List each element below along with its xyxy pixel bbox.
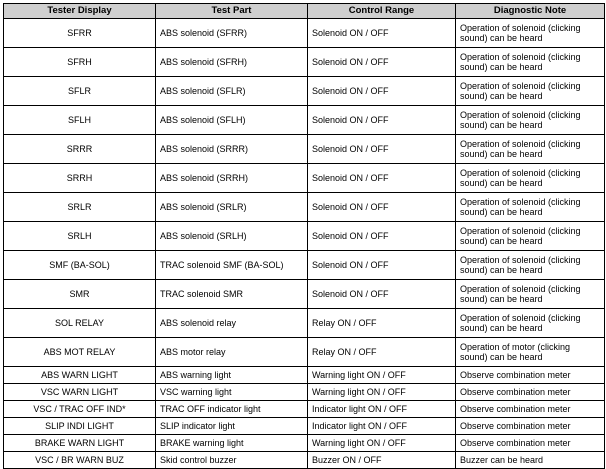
test-part-cell: VSC warning light xyxy=(156,384,308,401)
test-part-cell: ABS solenoid (SRLR) xyxy=(156,193,308,222)
tester-display-cell: VSC / BR WARN BUZ xyxy=(4,452,156,469)
diagnostic-note-cell: Observe combination meter xyxy=(456,384,605,401)
header-diagnostic-note: Diagnostic Note xyxy=(456,4,605,19)
test-part-cell: ABS solenoid (SFLR) xyxy=(156,77,308,106)
diagnostic-note-cell: Operation of solenoid (clicking sound) can be heard xyxy=(456,19,605,48)
control-range-cell: Warning light ON / OFF xyxy=(308,384,456,401)
table-row xyxy=(4,193,605,222)
tester-display-cell: SLIP INDI LIGHT xyxy=(4,418,156,435)
header-row xyxy=(4,4,605,19)
header-tester-display: Tester Display xyxy=(4,4,156,19)
control-range-cell: Solenoid ON / OFF xyxy=(308,77,456,106)
test-part-cell: ABS solenoid (SRRH) xyxy=(156,164,308,193)
test-part-cell: ABS solenoid relay xyxy=(156,309,308,338)
test-part-cell: TRAC solenoid SMF (BA-SOL) xyxy=(156,251,308,280)
test-part-cell: Skid control buzzer xyxy=(156,452,308,469)
test-part-cell: TRAC solenoid SMR xyxy=(156,280,308,309)
control-range-cell: Solenoid ON / OFF xyxy=(308,280,456,309)
tester-display-cell: SRLH xyxy=(4,222,156,251)
table-row xyxy=(4,222,605,251)
tester-display-cell: SRLR xyxy=(4,193,156,222)
tester-display-cell: SFLR xyxy=(4,77,156,106)
tester-display-cell: ABS WARN LIGHT xyxy=(4,367,156,384)
diagnostic-note-cell: Observe combination meter xyxy=(456,418,605,435)
test-part-cell: ABS solenoid (SRLH) xyxy=(156,222,308,251)
tester-display-cell: ABS MOT RELAY xyxy=(4,338,156,367)
test-part-cell: ABS solenoid (SFRH) xyxy=(156,48,308,77)
table-row xyxy=(4,367,605,384)
test-part-cell: ABS solenoid (SRRR) xyxy=(156,135,308,164)
test-part-cell: ABS solenoid (SFLH) xyxy=(156,106,308,135)
table-row xyxy=(4,135,605,164)
test-part-cell: ABS warning light xyxy=(156,367,308,384)
diagnostic-note-cell: Operation of solenoid (clicking sound) can be heard xyxy=(456,280,605,309)
diagnostic-note-cell: Operation of solenoid (clicking sound) can be heard xyxy=(456,193,605,222)
control-range-cell: Warning light ON / OFF xyxy=(308,367,456,384)
table-row xyxy=(4,401,605,418)
tester-display-cell: VSC WARN LIGHT xyxy=(4,384,156,401)
header-control-range: Control Range xyxy=(308,4,456,19)
test-part-cell: TRAC OFF indicator light xyxy=(156,401,308,418)
tester-display-cell: SFRR xyxy=(4,19,156,48)
table-row xyxy=(4,338,605,367)
diagnostic-note-cell: Operation of motor (clicking sound) can be heard xyxy=(456,338,605,367)
diagnostic-note-cell: Observe combination meter xyxy=(456,401,605,418)
diagnostic-note-cell: Operation of solenoid (clicking sound) can be heard xyxy=(456,251,605,280)
diagnostic-note-cell: Operation of solenoid (clicking sound) can be heard xyxy=(456,309,605,338)
control-range-cell: Solenoid ON / OFF xyxy=(308,164,456,193)
test-part-cell: BRAKE warning light xyxy=(156,435,308,452)
tester-display-cell: VSC / TRAC OFF IND* xyxy=(4,401,156,418)
diagnostic-note-cell: Operation of solenoid (clicking sound) can be heard xyxy=(456,77,605,106)
control-range-cell: Solenoid ON / OFF xyxy=(308,19,456,48)
control-range-cell: Solenoid ON / OFF xyxy=(308,106,456,135)
control-range-cell: Warning light ON / OFF xyxy=(308,435,456,452)
diagnostic-note-cell: Operation of solenoid (clicking sound) can be heard xyxy=(456,222,605,251)
control-range-cell: Indicator light ON / OFF xyxy=(308,401,456,418)
diagnostic-note-cell: Operation of solenoid (clicking sound) can be heard xyxy=(456,164,605,193)
table-row xyxy=(4,309,605,338)
diagnostic-note-cell: Observe combination meter xyxy=(456,435,605,452)
control-range-cell: Indicator light ON / OFF xyxy=(308,418,456,435)
table-row xyxy=(4,435,605,452)
test-part-cell: ABS motor relay xyxy=(156,338,308,367)
table-row xyxy=(4,48,605,77)
control-range-cell: Solenoid ON / OFF xyxy=(308,135,456,164)
diagnostic-note-cell: Operation of solenoid (clicking sound) can be heard xyxy=(456,106,605,135)
diagnostic-note-cell: Operation of solenoid (clicking sound) can be heard xyxy=(456,135,605,164)
tester-display-cell: BRAKE WARN LIGHT xyxy=(4,435,156,452)
diagnostic-note-cell: Operation of solenoid (clicking sound) can be heard xyxy=(456,48,605,77)
table-row xyxy=(4,19,605,48)
control-range-cell: Relay ON / OFF xyxy=(308,309,456,338)
control-range-cell: Solenoid ON / OFF xyxy=(308,48,456,77)
tester-display-cell: SMR xyxy=(4,280,156,309)
header-test-part: Test Part xyxy=(156,4,308,19)
table-row xyxy=(4,106,605,135)
tester-display-cell: SFLH xyxy=(4,106,156,135)
control-range-cell: Buzzer ON / OFF xyxy=(308,452,456,469)
tester-display-cell: SMF (BA-SOL) xyxy=(4,251,156,280)
table-row xyxy=(4,164,605,193)
tester-display-cell: SRRR xyxy=(4,135,156,164)
diagnostic-note-cell: Buzzer can be heard xyxy=(456,452,605,469)
table-row xyxy=(4,280,605,309)
tester-display-cell: SOL RELAY xyxy=(4,309,156,338)
control-range-cell: Relay ON / OFF xyxy=(308,338,456,367)
active-test-table xyxy=(3,3,605,469)
control-range-cell: Solenoid ON / OFF xyxy=(308,193,456,222)
table-row xyxy=(4,452,605,469)
control-range-cell: Solenoid ON / OFF xyxy=(308,222,456,251)
tester-display-cell: SRRH xyxy=(4,164,156,193)
table-row xyxy=(4,384,605,401)
tester-display-cell: SFRH xyxy=(4,48,156,77)
table-row xyxy=(4,418,605,435)
table-row xyxy=(4,251,605,280)
control-range-cell: Solenoid ON / OFF xyxy=(308,251,456,280)
diagnostic-note-cell: Observe combination meter xyxy=(456,367,605,384)
test-part-cell: SLIP indicator light xyxy=(156,418,308,435)
test-part-cell: ABS solenoid (SFRR) xyxy=(156,19,308,48)
table-row xyxy=(4,77,605,106)
